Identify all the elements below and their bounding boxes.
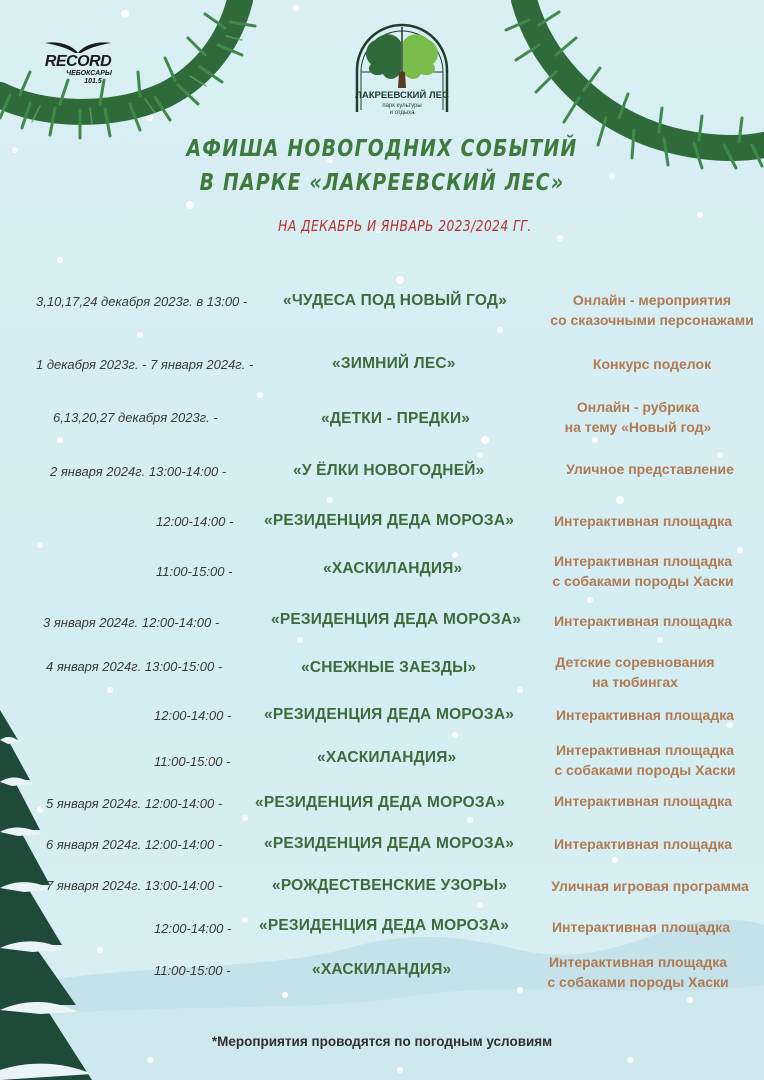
schedule-date: 12:00-14:00 - bbox=[154, 708, 232, 723]
schedule-description-line1: Интерактивная площадка bbox=[553, 836, 733, 852]
schedule-event: «ЧУДЕСА ПОД НОВЫЙ ГОД» bbox=[283, 292, 507, 309]
schedule-description bbox=[538, 876, 762, 896]
schedule-date: 6 января 2024г. 12:00-14:00 - bbox=[46, 837, 223, 852]
schedule-description bbox=[538, 791, 748, 811]
schedule-event: «ЗИМНИЙ ЛЕС» bbox=[332, 355, 456, 372]
brand-name: RECORD bbox=[44, 53, 112, 70]
schedule-date: 4 января 2024г. 13:00-15:00 - bbox=[46, 659, 223, 674]
record-wings-icon bbox=[43, 40, 113, 54]
page-subtitle: НА ДЕКАБРЬ И ЯНВАРЬ 2023/2024 ГГ. bbox=[278, 217, 532, 235]
schedule-date: 6,13,20,27 декабря 2023г. - bbox=[53, 410, 218, 425]
schedule-description bbox=[533, 952, 743, 992]
schedule-date: 2 января 2024г. 13:00-14:00 - bbox=[50, 464, 227, 479]
schedule-description-line2: с собаками породы Хаски bbox=[547, 974, 729, 990]
schedule-description bbox=[552, 354, 752, 374]
page-title-line1: АФИША НОВОГОДНИХ СОБЫТИЙ bbox=[186, 136, 578, 162]
schedule-description-line2: на тему «Новый год» bbox=[564, 419, 712, 435]
schedule-event: «РЕЗИДЕНЦИЯ ДЕДА МОРОЗА» bbox=[264, 706, 515, 723]
schedule-description bbox=[527, 290, 764, 330]
schedule-description-line1: Интерактивная площадка bbox=[548, 954, 728, 970]
schedule-date: 7 января 2024г. 13:00-14:00 - bbox=[46, 878, 223, 893]
schedule-description bbox=[538, 551, 748, 591]
schedule-event: «РЕЗИДЕНЦИЯ ДЕДА МОРОЗА» bbox=[255, 794, 506, 811]
schedule-description bbox=[538, 834, 748, 854]
park-logo bbox=[343, 12, 461, 120]
schedule-description-line1: Онлайн - мероприятия bbox=[572, 292, 732, 308]
schedule-description-line1: Интерактивная площадка bbox=[555, 742, 735, 758]
schedule-date: 11:00-15:00 - bbox=[154, 963, 231, 978]
park-logo-subtitle-line2: и отдыха bbox=[389, 109, 415, 116]
schedule-description-line2: с собаками породы Хаски bbox=[552, 573, 734, 589]
park-logo-subtitle bbox=[343, 103, 461, 116]
park-logo-subtitle-line1: парк культуры bbox=[382, 103, 422, 109]
schedule-date: 1 декабря 2023г. - 7 января 2024г. - bbox=[36, 357, 254, 372]
schedule-description-line1: Детские соревнования bbox=[555, 654, 715, 670]
schedule-description bbox=[538, 611, 748, 631]
schedule-description bbox=[550, 459, 750, 479]
park-logo-title: ЛАКРЕЕВСКИЙ ЛЕС bbox=[355, 90, 449, 101]
schedule-description-line1: Интерактивная площадка bbox=[553, 793, 733, 809]
schedule-date: 3 января 2024г. 12:00-14:00 - bbox=[43, 615, 220, 630]
schedule-description-line2: на тюбингах bbox=[592, 674, 678, 690]
schedule-description-line1: Конкурс поделок bbox=[592, 356, 712, 372]
schedule-event: «У ЁЛКИ НОВОГОДНЕЙ» bbox=[293, 462, 485, 479]
schedule-event: «РЕЗИДЕНЦИЯ ДЕДА МОРОЗА» bbox=[271, 611, 522, 628]
schedule-description-line1: Интерактивная площадка bbox=[553, 613, 733, 629]
schedule-date: 5 января 2024г. 12:00-14:00 - bbox=[46, 796, 223, 811]
schedule-event: «ДЕТКИ - ПРЕДКИ» bbox=[321, 410, 471, 427]
schedule-event: «ХАСКИЛАНДИЯ» bbox=[323, 560, 463, 577]
schedule-date: 12:00-14:00 - bbox=[156, 514, 234, 529]
schedule-description-line1: Интерактивная площадка bbox=[551, 919, 731, 935]
schedule-event: «РОЖДЕСТВЕНСКИЕ УЗОРЫ» bbox=[272, 877, 508, 894]
schedule-description-line1: Онлайн - рубрика bbox=[576, 399, 700, 415]
schedule-description bbox=[540, 740, 750, 780]
schedule-event: «ХАСКИЛАНДИЯ» bbox=[312, 961, 452, 978]
schedule-description-line1: Уличная игровая программа bbox=[551, 878, 749, 894]
schedule-description bbox=[536, 917, 746, 937]
schedule-description-line2: с собаками породы Хаски bbox=[554, 762, 736, 778]
schedule-description bbox=[535, 652, 735, 692]
schedule-description-line1: Интерактивная площадка bbox=[553, 513, 733, 529]
schedule-event: «РЕЗИДЕНЦИЯ ДЕДА МОРОЗА» bbox=[259, 917, 510, 934]
schedule-description-line2: со сказочными персонажами bbox=[550, 312, 754, 328]
schedule-date: 3,10,17,24 декабря 2023г. в 13:00 - bbox=[36, 294, 248, 309]
schedule-event: «РЕЗИДЕНЦИЯ ДЕДА МОРОЗА» bbox=[264, 512, 515, 529]
schedule-event: «РЕЗИДЕНЦИЯ ДЕДА МОРОЗА» bbox=[264, 835, 515, 852]
schedule-event: «СНЕЖНЫЕ ЗАЕЗДЫ» bbox=[301, 659, 477, 676]
schedule-description bbox=[538, 511, 748, 531]
schedule-description-line1: Интерактивная площадка bbox=[553, 553, 733, 569]
schedule-date: 12:00-14:00 - bbox=[154, 921, 232, 936]
schedule-date: 11:00-15:00 - bbox=[156, 564, 233, 579]
schedule-description-line1: Уличное представление bbox=[566, 461, 734, 477]
schedule-date: 11:00-15:00 - bbox=[154, 754, 231, 769]
schedule-description bbox=[538, 397, 738, 437]
brand-city: ЧЕБОКСАРЫ bbox=[66, 70, 112, 77]
weather-footnote: *Мероприятия проводятся по погодным условиям bbox=[211, 1034, 553, 1049]
schedule-description-line1: Интерактивная площадка bbox=[555, 707, 735, 723]
schedule-event: «ХАСКИЛАНДИЯ» bbox=[317, 749, 457, 766]
brand-frequency: 101.5 bbox=[84, 78, 102, 85]
schedule-description bbox=[540, 705, 750, 725]
record-radio-brand bbox=[30, 40, 126, 86]
page-title-line2: В ПАРКЕ «ЛАКРЕЕВСКИЙ ЛЕС» bbox=[199, 170, 565, 196]
